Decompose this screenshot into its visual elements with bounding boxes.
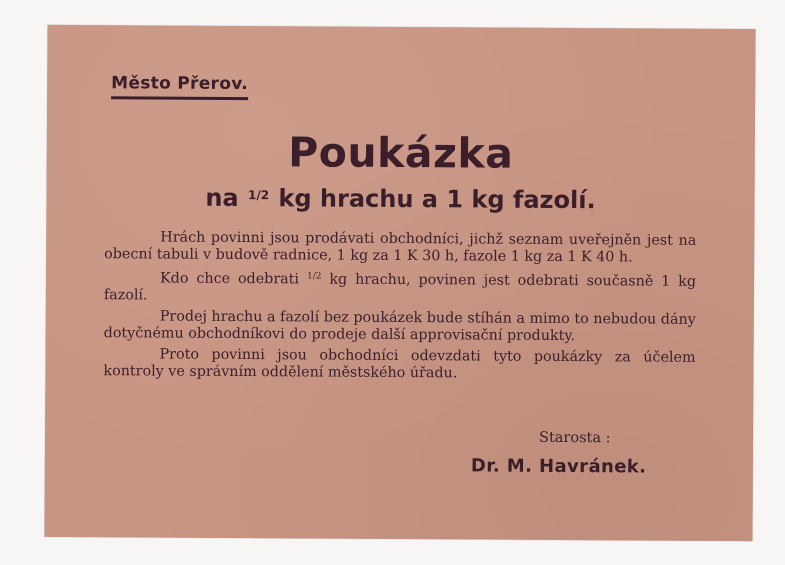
paragraph-2 bbox=[104, 267, 696, 307]
voucher-card bbox=[44, 25, 755, 541]
paragraph-1: Hrách povinni jsou prodávati obchodníci, jichž seznam uveřejněn jest na obecní tabuli v budově radnice, 1 kg za 1 K 30 h, fazole 1 kg za 1 K 40 h. bbox=[104, 229, 697, 265]
signature-name: Dr. M. Havránek. bbox=[470, 455, 647, 478]
voucher-subtitle bbox=[46, 184, 754, 215]
paragraph-2-start: Kdo chce odebrati bbox=[159, 270, 300, 288]
voucher-body bbox=[103, 229, 696, 388]
paragraph-2-end: kg hrachu, povinen jest odebrati současně 1 kg fazolí. bbox=[103, 271, 697, 303]
subtitle-rest: kg hrachu a 1 kg fazolí. bbox=[278, 184, 596, 215]
paragraph-3: Prodej hrachu a fazolí bez poukázek bude stíhán a mimo to nebudou dány dotyčnému obchodníkovi do prodeje další approvisační produkty. bbox=[103, 308, 696, 344]
subtitle-fraction: 1/2 bbox=[248, 188, 270, 203]
subtitle-prefix: na bbox=[205, 183, 239, 213]
voucher-title: Poukázka bbox=[288, 128, 514, 178]
paragraph-2-fraction: 1/2 bbox=[306, 271, 322, 282]
paragraph-4: Proto povinni jsou obchodníci odevzdati tyto poukázky za účelem kontroly ve správním oddělení městského úřadu. bbox=[103, 346, 696, 381]
town-heading: Město Přerov. bbox=[111, 73, 248, 100]
signature-role: Starosta : bbox=[539, 429, 611, 447]
